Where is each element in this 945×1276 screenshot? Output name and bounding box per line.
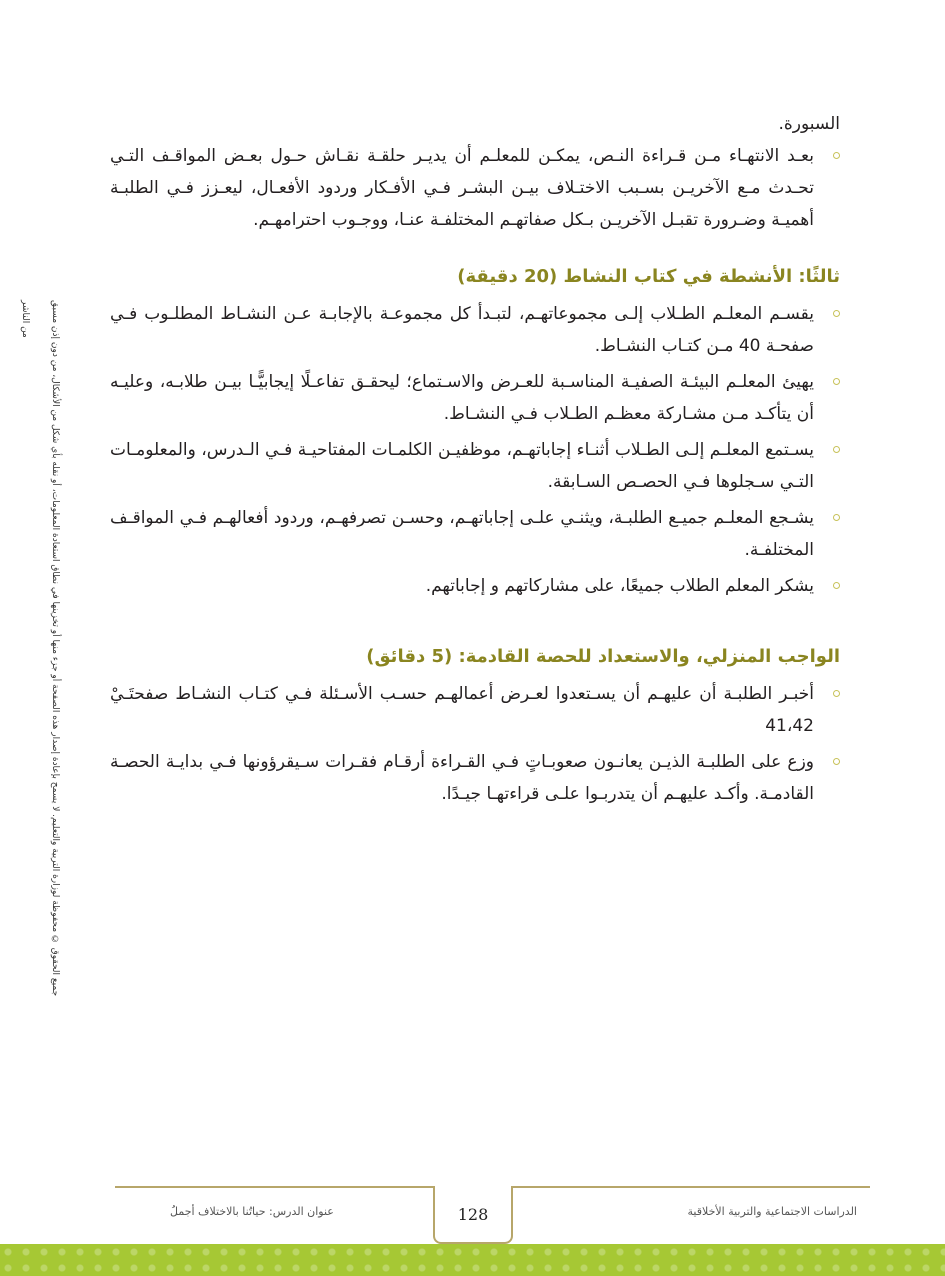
- list-item: [110, 502, 840, 566]
- decorative-band: [0, 1244, 945, 1276]
- list-item-text: يشكر المعلم الطلاب جميعًا، على مشاركاتهم و إجاباتهم.: [425, 576, 814, 596]
- copyright-side-note: جميع الحقوق © محفوظة لوزارة التربية والتعليم. لا يسمح بإعادة إصدار هذه الصفحة أو جزء منها أو تخزينها في نطاق استعادة المعلومات، أو نقله بأي شكل من الأشكال، من دون إذن مسبق من الناشر: [20, 300, 60, 997]
- list-item-text: وزع على الطلبـة الذيـن يعانـون صعوبـاتٍ فـي القـراءة أرقـام فقـرات سـيقرؤونها فـي بدايـة الحصـة القادمـة. وأكـد عليهـم أن يتدربـوا علـى قراءتهـا جيـدًا.: [110, 752, 814, 804]
- bullet-circle-icon: [833, 514, 840, 521]
- page-number: 128: [433, 1186, 513, 1244]
- bullet-circle-icon: [833, 446, 840, 453]
- list-item-text: يشـجع المعلـم جميـع الطلبـة، ويثنـي علـى إجاباتهـم، وحسـن تصرفهـم، وردود أفعالهـم فـي المواقـف المختلفـة.: [110, 508, 814, 560]
- list-item: [110, 570, 840, 602]
- section-heading-activities: ثالثًا: الأنشطة في كتاب النشاط (20 دقيقة): [457, 266, 840, 287]
- list-item-text: يسـتمع المعلـم إلـى الطـلاب أثنـاء إجاباتهـم، موظفيـن الكلمـات المفتاحيـة فـي الـدرس، والمعلومـات التـي سـجلوها فـي الحصـص السـابقة.: [110, 440, 814, 492]
- list-item: [110, 298, 840, 362]
- bullet-circle-icon: [833, 582, 840, 589]
- list-item: [110, 678, 840, 742]
- list-item: [110, 140, 840, 236]
- footer-lesson-title: عنوان الدرس: حياتُنا بالاختلاف أجملُ: [170, 1205, 334, 1218]
- bullet-circle-icon: [833, 378, 840, 385]
- bullet-circle-icon: [833, 310, 840, 317]
- list-item: [110, 366, 840, 430]
- list-item: [110, 434, 840, 498]
- list-item-text: يقسـم المعلـم الطـلاب إلـى مجموعاتهـم، لتبـدأ كل مجموعـة بالإجابـة عـن النشـاط المطلـوب فـي صفحـة 40 مـن كتـاب النشـاط.: [110, 304, 814, 356]
- footer-book-title: الدراسات الاجتماعية والتربية الأخلاقية: [687, 1205, 857, 1218]
- bullet-circle-icon: [833, 758, 840, 765]
- page-content: [110, 108, 840, 814]
- list-item: [110, 746, 840, 810]
- bullet-circle-icon: [833, 690, 840, 697]
- bullet-circle-icon: [833, 152, 840, 159]
- list-item-text: يهيئ المعلـم البيئـة الصفيـة المناسـبة للعـرض والاسـتماع؛ ليحقـق تفاعـلًا إيجابيًّـا بيـن طلابـه، وعليـه أن يتأكـد مـن مشـاركة معظـم الطـلاب فـي النشـاط.: [110, 372, 814, 424]
- list-item-text: بعـد الانتهـاء مـن قـراءة النـص، يمكـن للمعلـم أن يديـر حلقـة نقـاش حـول بعـض المواقـف التـي تحـدث مـع الآخريـن بسـبب الاختـلاف بيـن البشـر فـي الأفـكار وردود الأفعـال، ليعـزز فـي الطلبـة أهميـة وضـرورة تقبـل الآخريـن بـكل صفاتهـم المختلفـة عنـا، ووجـوب احترامهـم.: [110, 146, 814, 230]
- list-item-text: أخبـر الطلبـة أن عليهـم أن يسـتعدوا لعـرض أعمالهـم حسـب الأسـئلة فـي كتـاب النشـاط صفحتَـيْ 41،42: [110, 684, 814, 736]
- intro-fragment: السبورة.: [778, 114, 840, 134]
- section-heading-homework: الواجب المنزلي، والاستعداد للحصة القادمة: (5 دقائق): [366, 646, 840, 667]
